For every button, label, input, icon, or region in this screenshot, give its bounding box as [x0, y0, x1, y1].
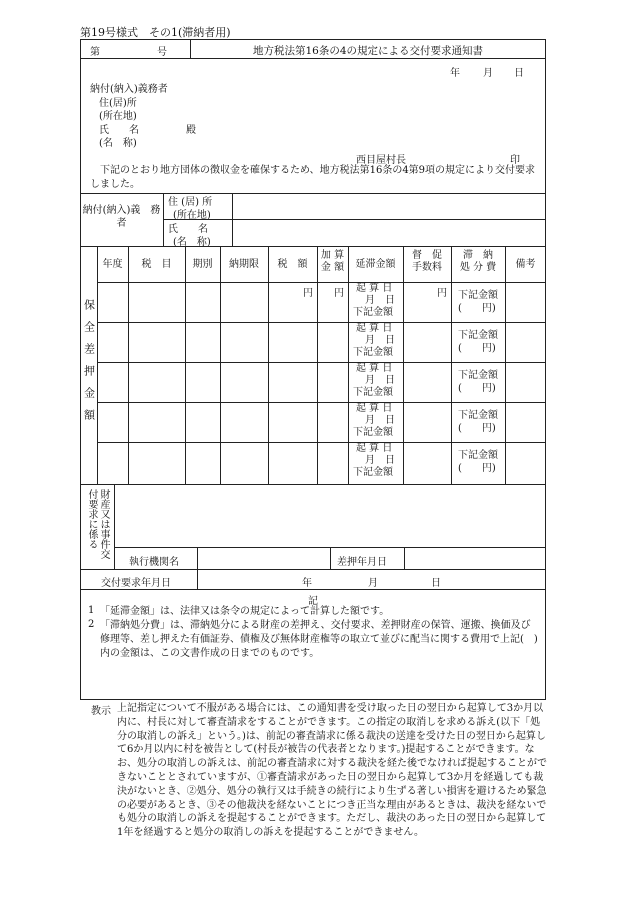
document-title: 地方税法第16条の4の規定による交付要求通知書 [252, 45, 484, 57]
obligor-name-sub: (名 称) [173, 237, 211, 248]
delay-line: 下記金額 [353, 387, 393, 398]
request-date-label: 交付要求年月日 [101, 578, 171, 589]
note-2-num: 2 [88, 619, 95, 630]
note-1-text: 「延滞金額」は、法律又は条令の規定によって計算した額です。 [100, 606, 390, 617]
yen-mark: 円 [303, 288, 313, 299]
obligor-name: 氏 名 [168, 224, 208, 235]
fee-line: 下記金額 [458, 290, 498, 301]
fee-line: 下記金額 [458, 450, 498, 461]
delay-line: 下記金額 [353, 307, 393, 318]
date-day: 日 [514, 68, 524, 79]
table-header-cell: 加 算 金 額 [320, 250, 345, 273]
note-2-text: 「滞納処分費」は、滞納処分による財産の差押え、交付要求、差押財産の保管、運搬、換価及び修理等、差し押えた有価証券、債権及び無体財産権等の取立て並びに配当に関する費用で上記( )内の金額は、この文書作成の日までのものです。 [100, 620, 538, 659]
fee-amount-cell [458, 369, 498, 395]
delay-line: 月 日 [365, 295, 395, 306]
fee-amount-cell [458, 409, 498, 435]
number-label-left: 第 [90, 47, 100, 58]
instruction-text: 上記指定について不服がある場合には、この通知書を受け取った日の翌日から起算して3か月以内に、村長に対して審査請求をすることができます。この指定の取消しを求める訴え(以下「処分の取消しの訴え」という。)は、前記の審査請求に係る裁決の送達を受けた日の翌日から起算して6か月以内に村を被告として(村長が被告の代表者となります。)提起することができます。なお、処分の取消しの訴えは、前記の審査請求に対する裁決を経た後でなければ提起することができないこととされていますが、①審査請求があった日の翌日から起算して3か月を経過しても裁決がないとき、②処分、処分の執行又は手続きの続行により生ずる著しい損害を避けるため緊急の必要があるとき、③その他裁決を経ないことにつき正当な理由があるときは、裁決を経ないでも処分の取消しの訴えを提起することができます。ただし、裁決のあった日の翌日から起算して1年を経過すると処分の取消しの訴えを提起することができません。 [117, 703, 547, 839]
delay-line: 下記金額 [353, 427, 393, 438]
delay-line: 起 算 日 [356, 443, 393, 454]
request-date-day: 日 [431, 578, 441, 589]
delay-amount-cell [353, 283, 395, 319]
table-header-cell: 延滞金額 [355, 259, 396, 270]
intro-text: 下記のとおり地方団体の徴収金を確保するため、地方税法第16条の4第9項の規定により交付要求しました。 [90, 165, 536, 190]
fee-line: ( 円) [458, 423, 496, 434]
instruction-label: 教示 [91, 706, 111, 717]
table-row-line [97, 442, 546, 443]
table-header-cell: 督 促 手数料 [412, 250, 442, 273]
yen-mark: 円 [437, 288, 447, 299]
fee-line: 下記金額 [458, 370, 498, 381]
addressee-address: 住(居)所 [99, 98, 137, 109]
addressee-address-sub: (所在地) [99, 111, 137, 122]
fee-line: ( 円) [458, 303, 496, 314]
table-header-cell: 税 額 [277, 259, 308, 270]
property-label: 財産又は事件交付要求に係る [86, 489, 109, 559]
table-row-line [97, 322, 546, 323]
delay-line: 月 日 [365, 455, 395, 466]
table-header-cell: 年度 [102, 259, 123, 270]
obligor-address: 住 (居) 所 [168, 197, 213, 208]
table-header-cell: 備考 [515, 259, 536, 270]
table-head-line [97, 282, 546, 283]
fee-line: 下記金額 [458, 330, 498, 341]
addressee-heading: 納付(納入)義務者 [90, 84, 168, 95]
fee-amount-cell [458, 329, 498, 355]
table-row-line [97, 402, 546, 403]
issuer-seal: 印 [510, 155, 520, 166]
fee-line: ( 円) [458, 383, 496, 394]
delay-line: 起 算 日 [356, 323, 393, 334]
obligor-address-sub: (所在地) [173, 210, 211, 221]
fee-line: ( 円) [458, 343, 496, 354]
table-header-cell: 滞 納 処 分 費 [459, 250, 497, 273]
note-1-num: 1 [88, 605, 95, 616]
table-header-cell: 納期限 [229, 259, 259, 270]
number-label-right: 号 [157, 47, 167, 58]
delay-line: 月 日 [365, 375, 395, 386]
seizure-date-label: 差押年月日 [337, 557, 387, 568]
fee-amount-cell [458, 449, 498, 475]
table-row-line [97, 362, 546, 363]
delay-amount-cell [353, 323, 395, 359]
notes-heading: 記 [308, 596, 318, 607]
request-date-month: 月 [368, 578, 378, 589]
form-id: 第19号様式 その1(滞納者用) [80, 26, 231, 39]
table-header-cell: 税 目 [141, 259, 172, 270]
delay-line: 起 算 日 [356, 403, 393, 414]
yen-mark: 円 [334, 288, 344, 299]
delay-amount-cell [353, 403, 395, 439]
delay-line: 起 算 日 [356, 283, 393, 294]
side-label: 保全差押金額 [82, 299, 96, 431]
date-year: 年 [450, 68, 460, 79]
addressee-name: 氏 名 [99, 125, 139, 136]
delay-line: 月 日 [365, 335, 395, 346]
date-month: 月 [483, 68, 493, 79]
issuer-name: 西目屋村長 [356, 155, 406, 166]
fee-line: ( 円) [458, 463, 496, 474]
table-header-cell: 期別 [192, 259, 213, 270]
delay-line: 月 日 [365, 415, 395, 426]
delay-amount-cell [353, 443, 395, 479]
delay-line: 起 算 日 [356, 363, 393, 374]
delay-amount-cell [353, 363, 395, 399]
delay-line: 下記金額 [353, 347, 393, 358]
obligor-label: 納付(納入)義 務 者 [82, 205, 171, 229]
delay-line: 下記金額 [353, 467, 393, 478]
honorific: 殿 [186, 125, 196, 136]
request-date-year: 年 [302, 578, 312, 589]
agency-label: 執行機関名 [129, 557, 179, 568]
addressee-name-sub: (名 称) [99, 138, 137, 149]
fee-line: 下記金額 [458, 410, 498, 421]
fee-amount-cell [458, 289, 498, 315]
